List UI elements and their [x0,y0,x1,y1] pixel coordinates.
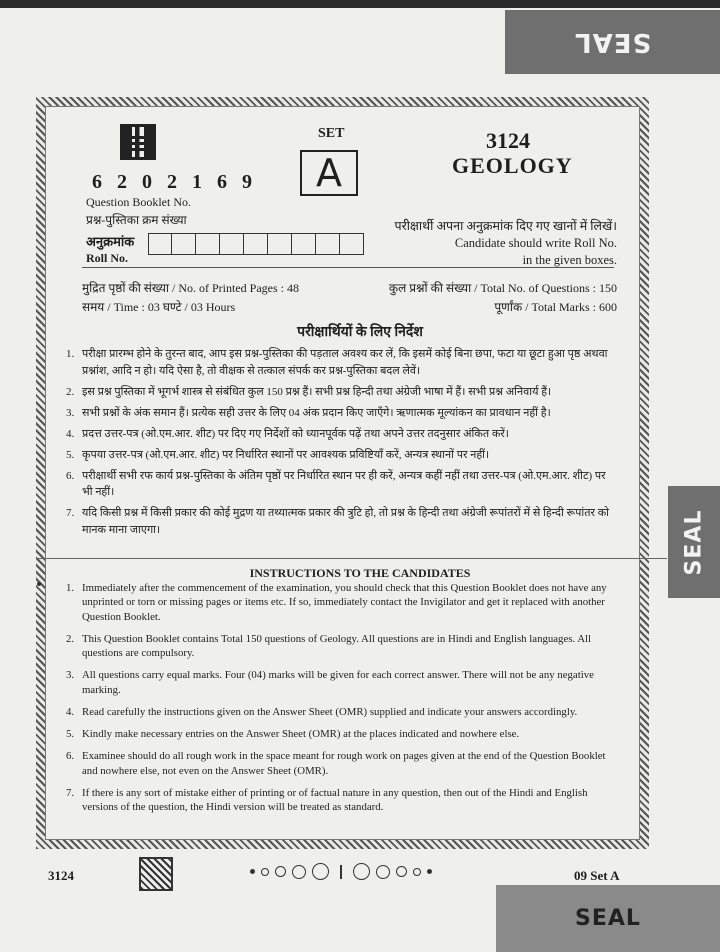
english-instructions-title: INSTRUCTIONS TO THE CANDIDATES [249,566,471,580]
roll-label-hi: अनुक्रमांक [86,234,135,249]
seal-right-text: SEAL [681,509,707,575]
english-instructions-list [66,581,618,822]
roll-instruction-en-2: in the given boxes. [522,253,617,267]
header-divider [82,267,614,268]
paper-code: 3124 [486,128,530,153]
list-item: 1. Immediately after the commencement of the examination, you should check that this Question Booklet does not have any unprinted or torn or missing pages or items etc. If so, immediately contact the Invigilator and get it replaced with another Question Booklet. [66,582,607,623]
exam-time: समय / Time : 03 घण्टे / 03 Hours [82,300,236,314]
roll-label-en: Roll No. [86,251,128,265]
list-item: 2. इस प्रश्न पुस्तिका में भूगर्भ शास्त्र से संबंधित कुल 150 प्रश्न हैं। सभी प्रश्न हिन्दी तथा अंग्रेजी भाषा में हैं। सभी प्रश्न अनिवार्य हैं। [66,385,552,398]
circle-icon [292,865,306,879]
list-item: 3. All questions carry equal marks. Four (04) marks will be given for each correct answer. There will not be any negative marking. [66,669,594,696]
footer-qr-icon [139,857,173,891]
seal-tab-right [668,486,720,598]
list-item: 3. सभी प्रश्नों के अंक समान हैं। प्रत्येक सही उत्तर के लिए 04 अंक प्रदान किए जाएँगे। ऋणात्मक मूल्यांकन का प्रावधान नहीं है। [66,406,551,419]
list-item: 4. प्रदत्त उत्तर-पत्र (ओ.एम.आर. शीट) पर दिए गए निर्देशों को ध्यानपूर्वक पढ़ें तथा अपने उत्तर तदनुसार अंकित करें। [66,427,509,440]
circle-icon [396,866,407,877]
roll-instruction-hi: परीक्षार्थी अपना अनुक्रमांक दिए गए खानों में लिखें। [394,219,617,233]
seal-tab-top [505,10,720,74]
list-item: 2. This Question Booklet contains Total 150 questions of Geology. All questions are in Hindi and English languages. All questions are compulsory. [66,632,592,659]
circle-icon [376,865,390,879]
divider-bar-icon [340,865,342,879]
list-item: 7. If there is any sort of mistake either of printing or of factual nature in any question, then out of the Hindi and English versions of the question, the Hindi version will be treated as standard. [66,786,588,813]
circle-icon [413,868,421,876]
list-item: 5. कृपया उत्तर-पत्र (ओ.एम.आर. शीट) पर निर्धारित स्थानों पर आवश्यक प्रविष्टियाँ करें, अन्यत्र स्थानों पर नहीं। [66,448,490,461]
set-label: SET [318,126,345,141]
top-edge-bar [0,0,720,8]
roll-instruction-en-1: Candidate should write Roll No. [454,236,617,250]
booklet-number: 6 2 0 2 1 6 9 [92,171,257,193]
footer-set: 09 Set A [574,868,620,883]
dot-icon [427,869,432,874]
margin-bullet [37,582,41,586]
seal-bottom-text: SEAL [575,906,641,931]
circle-icon [275,866,286,877]
total-questions: कुल प्रश्नों की संख्या / Total No. of Questions : 150 [388,281,617,295]
circle-icon [261,868,269,876]
list-item: 1. परीक्षा प्रारम्भ होने के तुरन्त बाद, आप इस प्रश्न-पुस्तिका की पड़ताल अवश्य कर लें, कि इसमें कोई बिना छपा, फटा या छूटा हुआ पृष्ठ अथवा प्रश्नांश, आदि न हो। यदि ऐसा है, तो वीक्षक से तत्काल संपर्क कर प्रश्न-पुस्तिका बदल लेवें। [66,348,608,377]
list-item: 5. Kindly make necessary entries on the Answer Sheet (OMR) at the places indicated and nowhere else. [66,728,520,740]
list-item: 6. Examinee should do all rough work in the space meant for rough work on pages given at the end of the Question Booklet and nowhere else, not even on the Answer Sheet (OMR). [66,750,606,777]
registration-marks [250,863,432,880]
printed-pages: मुद्रित पृष्ठों की संख्या / No. of Printed Pages : 48 [82,281,300,295]
hindi-instructions-list [66,346,618,543]
list-item: 6. परीक्षार्थी सभी रफ कार्य प्रश्न-पुस्तिका के अंतिम पृष्ठों पर निर्धारित स्थान पर ही करें, अन्यत्र कहीं नहीं तथा उत्तर-पत्र (ओ.एम.आर. शीट) पर भी नहीं। [66,469,606,498]
seal-top-text: SEAL [573,27,652,57]
qr-code-icon [120,124,156,160]
circle-icon [312,863,329,880]
booklet-label-en: Question Booklet No. [86,195,191,209]
subject-title: GEOLOGY [452,153,573,178]
total-marks: पूर्णांक / Total Marks : 600 [494,300,617,314]
section-divider [36,558,667,559]
list-item: 7. यदि किसी प्रश्न में किसी प्रकार की कोई मुद्रण या तथ्यात्मक प्रकार की त्रुटि हो, तो प्रश्न के हिन्दी तथा अंग्रेजी रूपांतरों में से हिन्दी रूपांतर को मानक माना जाएगा। [66,507,610,536]
seal-tab-bottom [496,885,720,952]
list-item: 4. Read carefully the instructions given on the Answer Sheet (OMR) supplied and indicate your answers accordingly. [66,705,578,718]
roll-number-boxes[interactable] [148,233,364,255]
set-box: A [300,150,358,196]
circle-icon [353,863,370,880]
booklet-label-hi: प्रश्न-पुस्तिका क्रम संख्या [86,213,187,227]
hindi-instructions-title: परीक्षार्थियों के लिए निर्देश [297,325,423,340]
footer-code: 3124 [48,868,74,883]
dot-icon [250,869,255,874]
